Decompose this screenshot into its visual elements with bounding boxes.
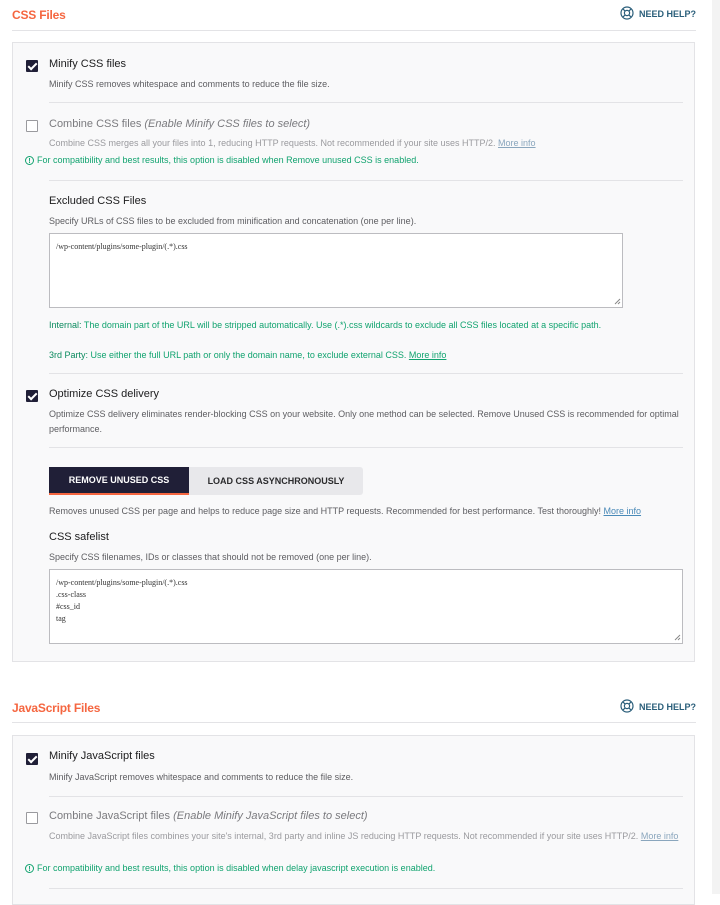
excluded-css-third-party-help: 3rd Party: Use either the full URL path or only the domain name, to exclude external CSS. More info bbox=[49, 350, 447, 360]
js-help-link[interactable] bbox=[620, 699, 696, 715]
js-section-title: JavaScript Files bbox=[12, 701, 101, 715]
minify-js-label: Minify JavaScript files bbox=[49, 750, 155, 762]
combine-js-more-info-link[interactable]: More info bbox=[640, 831, 679, 841]
remove-unused-css-description: Removes unused CSS per page and helps to reduce page size and HTTP requests. Recommended for best performance. Test thoroughly! More info bbox=[49, 506, 642, 516]
excluded-css-description: Specify URLs of CSS files to be excluded from minification and concatenation (one per line). bbox=[49, 216, 417, 226]
minify-js-checkbox[interactable] bbox=[26, 753, 38, 765]
optimize-css-checkbox[interactable] bbox=[26, 390, 38, 402]
remove-unused-css-more-info-link[interactable]: More info bbox=[603, 506, 642, 516]
combine-js-hint: (Enable Minify JavaScript files to select) bbox=[173, 810, 368, 822]
divider bbox=[49, 102, 683, 103]
css-safelist-description: Specify CSS filenames, IDs or classes that should not be removed (one per line). bbox=[49, 552, 372, 562]
resize-handle-icon[interactable] bbox=[614, 298, 621, 305]
minify-css-label: Minify CSS files bbox=[49, 58, 127, 70]
divider bbox=[49, 180, 683, 181]
combine-css-warning: ! For compatibility and best results, this option is disabled when Remove unused CSS is enabled. bbox=[25, 153, 419, 168]
excluded-css-textarea[interactable]: /wp-content/plugins/some-plugin/(.*).css bbox=[49, 233, 623, 308]
exclamation-circle-icon: ! bbox=[25, 156, 34, 165]
page-scrollbar[interactable] bbox=[712, 0, 720, 894]
js-options-panel bbox=[12, 735, 695, 905]
combine-css-label: Combine CSS files (Enable Minify CSS files to select) bbox=[49, 118, 311, 130]
excluded-css-title: Excluded CSS Files bbox=[49, 195, 147, 207]
combine-css-hint: (Enable Minify CSS files to select) bbox=[144, 118, 311, 130]
minify-css-description: Minify CSS removes whitespace and comments to reduce the file size. bbox=[49, 79, 330, 89]
minify-css-checkbox[interactable] bbox=[26, 60, 38, 72]
divider bbox=[49, 373, 683, 374]
resize-handle-icon[interactable] bbox=[674, 634, 681, 641]
remove-unused-css-button[interactable]: REMOVE UNUSED CSS bbox=[49, 467, 189, 495]
excluded-css-more-info-link[interactable]: More info bbox=[408, 350, 447, 360]
lifebuoy-icon bbox=[620, 699, 634, 715]
combine-js-label: Combine JavaScript files (Enable Minify JavaScript files to select) bbox=[49, 810, 368, 822]
divider bbox=[49, 888, 683, 889]
css-safelist-textarea[interactable]: /wp-content/plugins/some-plugin/(.*).css .css-class #css_id tag bbox=[49, 569, 683, 644]
css-section-title: CSS Files bbox=[12, 8, 66, 22]
excluded-css-internal-help: Internal: The domain part of the URL will be stripped automatically. Use (.*).css wildcards to exclude all CSS files located at a specific path. bbox=[49, 320, 602, 330]
optimize-css-label: Optimize CSS delivery bbox=[49, 388, 160, 400]
minify-js-description: Minify JavaScript removes whitespace and comments to reduce the file size. bbox=[49, 772, 354, 782]
load-css-async-button[interactable]: LOAD CSS ASYNCHRONOUSLY bbox=[189, 467, 363, 495]
css-help-link[interactable] bbox=[620, 6, 696, 22]
combine-js-warning: ! For compatibility and best results, this option is disabled when delay javascript execution is enabled. bbox=[25, 861, 435, 876]
divider bbox=[49, 796, 683, 797]
css-options-panel bbox=[12, 42, 695, 662]
combine-css-description: Combine CSS merges all your files into 1, reducing HTTP requests. Not recommended if your site uses HTTP/2. More info bbox=[49, 138, 536, 148]
css-section-header bbox=[12, 0, 696, 31]
combine-js-checkbox[interactable] bbox=[26, 812, 38, 824]
combine-css-more-info-link[interactable]: More info bbox=[498, 138, 536, 148]
optimize-css-description: Optimize CSS delivery eliminates render-blocking CSS on your website. Only one method can be selected. Remove Unused CSS is recommended for optimal performance. bbox=[49, 409, 679, 434]
js-help-label: NEED HELP? bbox=[638, 702, 696, 712]
combine-js-description: Combine JavaScript files combines your site's internal, 3rd party and inline JS reducing HTTP requests. Not recommended if your site uses HTTP/2. More info bbox=[49, 831, 679, 841]
js-section-header bbox=[12, 692, 696, 723]
css-safelist-title: CSS safelist bbox=[49, 531, 109, 543]
css-help-label: NEED HELP? bbox=[638, 9, 696, 19]
exclamation-circle-icon: ! bbox=[25, 864, 34, 873]
divider bbox=[49, 447, 683, 448]
combine-css-checkbox[interactable] bbox=[26, 120, 38, 132]
lifebuoy-icon bbox=[620, 6, 634, 22]
